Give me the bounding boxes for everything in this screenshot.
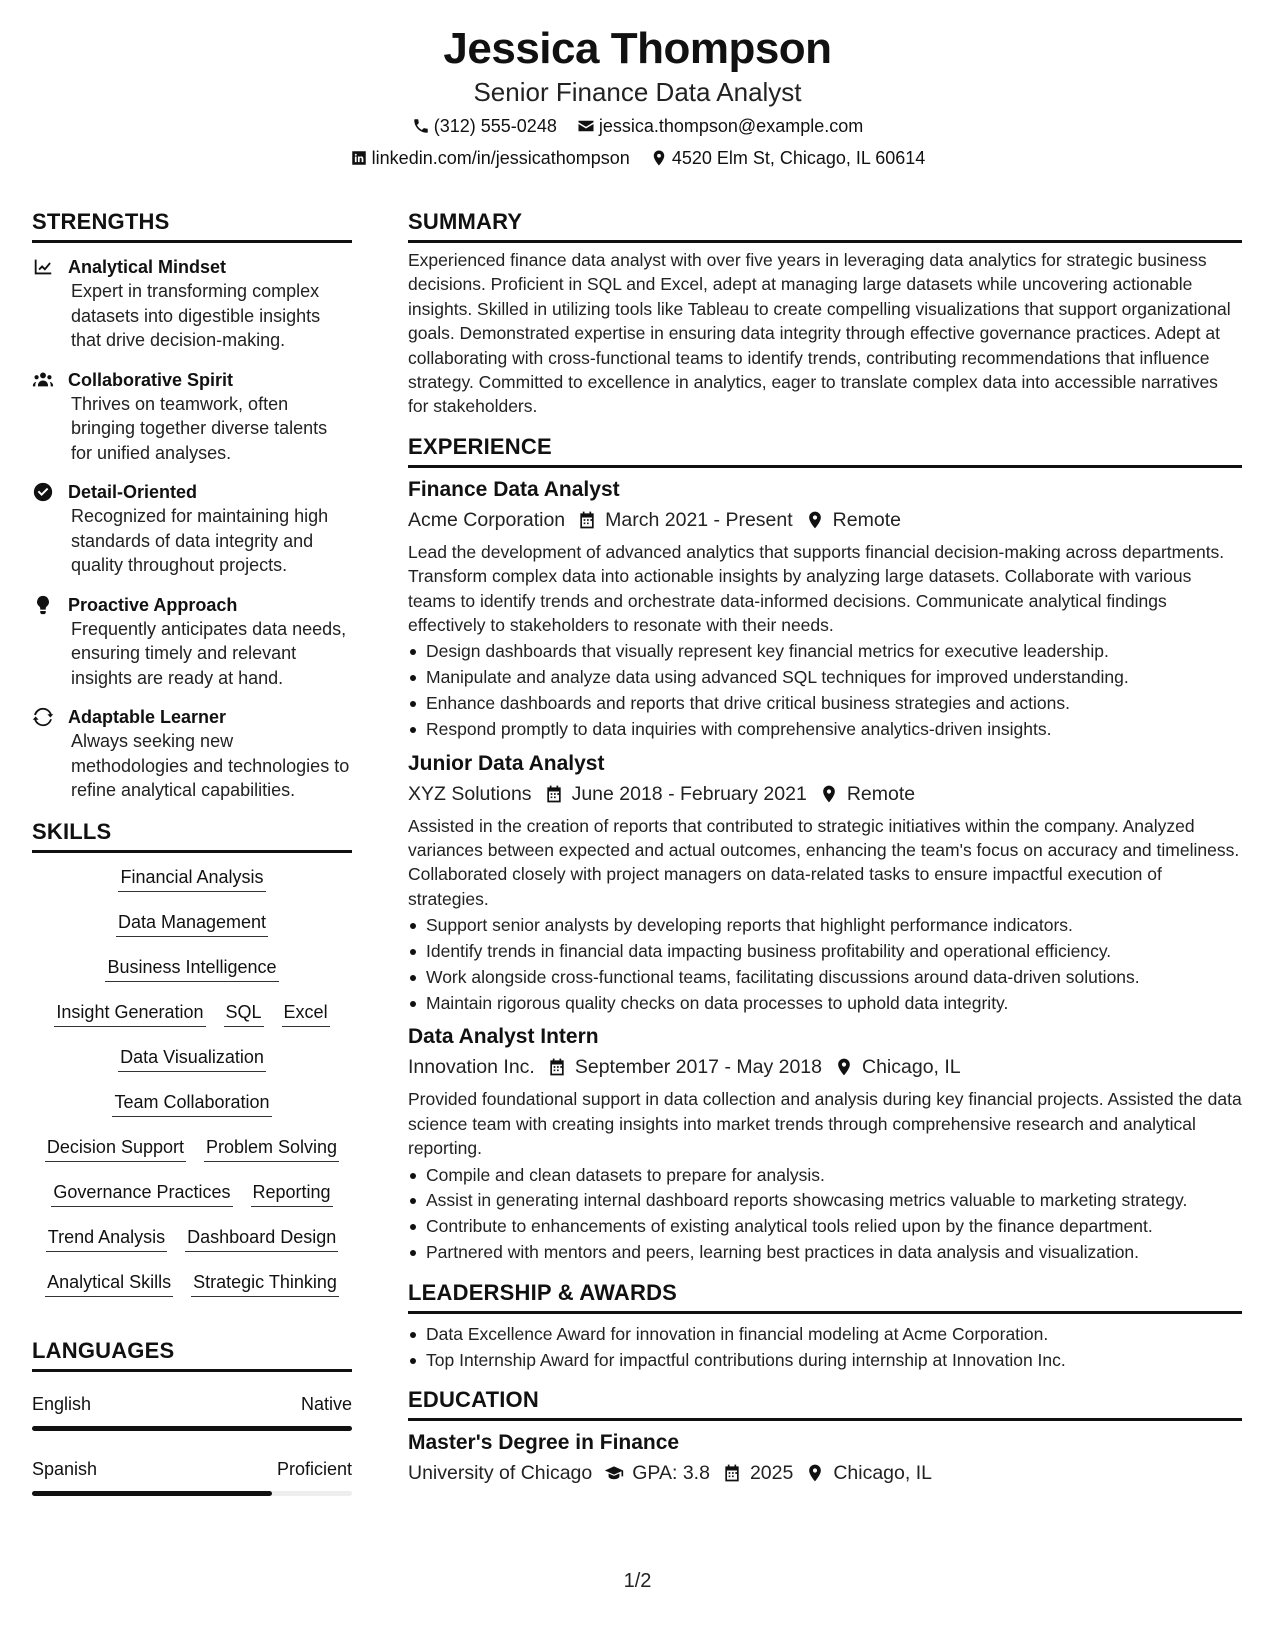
address-contact <box>650 146 926 170</box>
strength-desc: Frequently anticipates data needs, ensuring timely and relevant insights are ready at hand. <box>71 618 347 688</box>
education-gpa <box>604 1458 710 1488</box>
strength-header <box>32 255 352 279</box>
strength-header <box>32 705 352 729</box>
language-name: English <box>32 1393 92 1414</box>
job-company: Acme Corporation <box>408 508 566 531</box>
strengths-list <box>32 255 352 803</box>
skill-tag: Team Collaboration <box>112 1090 271 1117</box>
job-dates-text: September 2017 - May 2018 <box>574 1056 822 1079</box>
experience-heading: EXPERIENCE <box>408 433 1242 468</box>
map-marker-icon <box>834 1057 854 1077</box>
linkedin-icon <box>350 149 368 167</box>
job-location <box>805 505 901 535</box>
job-bullet: Enhance dashboards and reports that drive critical business strategies and actions. <box>408 691 1242 715</box>
job-dates-text: March 2021 - Present <box>605 508 793 531</box>
address-text: 4520 Elm St, Chicago, IL 60614 <box>671 148 926 168</box>
strength-header <box>32 593 352 617</box>
phone-icon <box>412 117 430 135</box>
job-meta <box>408 505 1242 535</box>
award-item: Top Internship Award for impactful contributions during internship at Innovation Inc. <box>408 1348 1242 1372</box>
skill-row <box>32 1045 352 1090</box>
job-description: Assisted in the creation of reports that contributed to strategic initiatives within the company. Analyzed variances between expected and actual outcomes, enhancing the team's focus on accuracy and timeliness. Collaborated closely with project managers on data-related tasks to ensure impactful execution of strategies. <box>408 815 1240 909</box>
job-bullet: Compile and clean datasets to prepare for analysis. <box>408 1163 1242 1187</box>
year-text: 2025 <box>749 1462 794 1484</box>
job-bullet: Respond promptly to data inquiries with comprehensive analytics-driven insights. <box>408 717 1242 741</box>
language-bar <box>32 1426 352 1431</box>
email-contact[interactable] <box>577 114 863 138</box>
job-location-text: Chicago, IL <box>862 1056 961 1079</box>
strength-item <box>32 255 352 353</box>
job-bullets <box>408 1163 1242 1265</box>
strength-desc: Always seeking new methodologies and technologies to refine analytical capabilities. <box>71 731 350 800</box>
job-title: Finance Data Analyst <box>408 477 620 501</box>
job-meta <box>408 779 1242 809</box>
language-level: Native <box>300 1393 352 1414</box>
left-column <box>32 208 352 1496</box>
strength-title: Analytical Mindset <box>68 257 227 277</box>
degree-title: Master's Degree in Finance <box>408 1431 680 1454</box>
chart-line-icon <box>32 256 54 278</box>
job-dates <box>577 505 793 535</box>
skill-tag: Insight Generation <box>54 1000 205 1027</box>
skills-list <box>32 865 352 1315</box>
map-marker-icon <box>805 1463 825 1483</box>
strength-desc: Recognized for maintaining high standards of data integrity and quality throughout projects. <box>71 506 329 575</box>
skill-row <box>32 1270 352 1315</box>
education-entry <box>408 1428 1242 1488</box>
strength-header <box>32 480 352 504</box>
job-bullet: Maintain rigorous quality checks on data processes to uphold data integrity. <box>408 991 1242 1015</box>
school-name: University of Chicago <box>408 1462 593 1484</box>
candidate-title: Senior Finance Data Analyst <box>473 77 802 107</box>
calendar-icon <box>722 1463 742 1483</box>
job-bullet: Identify trends in financial data impacting business profitability and operational efficiency. <box>408 939 1242 963</box>
skill-row <box>32 910 352 955</box>
job-entry <box>408 475 1242 742</box>
sync-icon <box>32 706 54 728</box>
language-line <box>32 1392 352 1416</box>
strengths-heading: STRENGTHS <box>32 208 352 243</box>
email-text[interactable]: jessica.thompson@example.com <box>598 116 864 136</box>
strength-item <box>32 368 352 466</box>
strength-title: Adaptable Learner <box>68 707 227 727</box>
skill-tag: Data Management <box>116 910 268 937</box>
job-company: Innovation Inc. <box>408 1056 535 1079</box>
candidate-name: Jessica Thompson <box>443 24 832 73</box>
graduation-cap-icon <box>604 1463 624 1483</box>
phone-contact <box>412 114 557 138</box>
skill-tag: Business Intelligence <box>105 955 278 982</box>
strength-title: Detail-Oriented <box>68 482 198 502</box>
education-meta <box>408 1458 1242 1488</box>
job-description: Lead the development of advanced analytics that supports financial decision-making across departments. Transform complex data into actionable insights by analyzing large datasets. Collaborate with various teams to identify trends and orchestrate data-informed decisions. Communicate analytical findings effectively to stakeholders to resonate with their needs. <box>408 541 1225 636</box>
leadership-heading: LEADERSHIP & AWARDS <box>408 1279 1242 1314</box>
skill-row <box>32 955 352 1000</box>
phone-text: (312) 555-0248 <box>433 116 557 136</box>
strength-item <box>32 705 352 803</box>
strength-desc: Thrives on teamwork, often bringing together diverse talents for unified analyses. <box>71 393 328 463</box>
job-entry <box>408 749 1242 1016</box>
right-column <box>408 208 1242 1488</box>
job-meta <box>408 1052 1242 1082</box>
skill-tag: Excel <box>282 1000 330 1027</box>
language-line <box>32 1457 352 1481</box>
awards-list <box>408 1322 1242 1372</box>
page-number: 1/2 <box>623 1570 652 1592</box>
job-company: XYZ Solutions <box>408 782 532 805</box>
job-bullet: Support senior analysts by developing reports that highlight performance indicators. <box>408 913 1242 937</box>
skill-tag: Strategic Thinking <box>191 1270 339 1297</box>
skill-tag: Data Visualization <box>118 1045 266 1072</box>
skill-row <box>32 1180 352 1225</box>
map-marker-icon <box>805 510 825 530</box>
map-marker-icon <box>819 784 839 804</box>
languages-heading: LANGUAGES <box>32 1337 352 1372</box>
lightbulb-icon <box>32 594 54 616</box>
contact-row-2 <box>0 146 1275 170</box>
job-entry <box>408 1022 1242 1264</box>
language-name: Spanish <box>32 1458 98 1479</box>
calendar-icon <box>547 1057 567 1077</box>
language-level: Proficient <box>276 1458 352 1479</box>
check-circle-icon <box>32 481 54 503</box>
job-description: Provided foundational support in data collection and analysis during key financial projects. Assisted the data science team with creating insights into market trends through comprehensive research and analytical reporting. <box>408 1089 1242 1159</box>
skill-row <box>32 1225 352 1270</box>
job-title: Data Analyst Intern <box>408 1025 599 1049</box>
strength-title: Proactive Approach <box>68 594 238 615</box>
summary-heading: SUMMARY <box>408 208 1242 243</box>
job-bullet: Design dashboards that visually represent key financial metrics for executive leadership. <box>408 639 1242 663</box>
linkedin-text[interactable]: linkedin.com/in/jessicathompson <box>371 148 630 168</box>
job-bullets <box>408 913 1242 1015</box>
skill-tag: Dashboard Design <box>185 1225 338 1252</box>
strength-item <box>32 480 352 578</box>
job-dates-text: June 2018 - February 2021 <box>571 782 807 805</box>
job-bullet: Manipulate and analyze data using advanced SQL techniques for improved understanding. <box>408 665 1242 689</box>
skill-tag: Trend Analysis <box>46 1225 167 1252</box>
job-bullets <box>408 639 1242 741</box>
strength-title: Collaborative Spirit <box>68 369 234 390</box>
linkedin-contact[interactable] <box>350 146 630 170</box>
strength-desc: Expert in transforming complex datasets into digestible insights that drive decision-making. <box>71 281 321 350</box>
gpa-text: GPA: 3.8 <box>632 1462 710 1484</box>
users-icon <box>32 369 54 391</box>
skill-tag: Reporting <box>251 1180 333 1207</box>
language-bar-fill <box>32 1491 272 1496</box>
language-item <box>32 1457 352 1496</box>
skill-tag: Financial Analysis <box>118 865 265 892</box>
education-heading: EDUCATION <box>408 1386 1242 1421</box>
summary-text: Experienced finance data analyst with over five years in leveraging data analytics for strategic business decisions. Proficient in SQL and Excel, adept at managing large datasets while uncovering actionable insights. Skilled in utilizing tools like Tableau to create compelling visualizations that support organizational goals. Demonstrated expertise in ensuring data integrity through effective governance practices. Adept at collaborating with cross-functional teams to identify trends, contributing recommendations that influence strategy. Committed to excellence in analytics, eager to translate complex data into accessible narratives for stakeholders. <box>408 250 1231 417</box>
job-location-text: Remote <box>846 782 916 805</box>
job-location <box>819 779 915 809</box>
strength-header <box>32 368 352 392</box>
skill-tag: Governance Practices <box>51 1180 232 1207</box>
job-dates <box>544 779 807 809</box>
contact-row-1 <box>0 114 1275 138</box>
job-location-text: Remote <box>832 508 901 531</box>
skill-tag: Analytical Skills <box>45 1270 173 1297</box>
job-title: Junior Data Analyst <box>408 751 605 775</box>
envelope-icon <box>577 117 595 135</box>
language-bar <box>32 1491 352 1496</box>
job-bullet: Contribute to enhancements of existing analytical tools relied upon by the finance department. <box>408 1214 1242 1238</box>
education-location <box>805 1458 932 1488</box>
education-location-text: Chicago, IL <box>833 1462 932 1484</box>
language-bar-fill <box>32 1426 352 1431</box>
job-bullet: Work alongside cross-functional teams, facilitating discussions around data-driven solutions. <box>408 965 1242 989</box>
job-bullet: Assist in generating internal dashboard reports showcasing metrics valuable to marketing strategy. <box>408 1188 1242 1212</box>
language-item <box>32 1392 352 1431</box>
map-marker-icon <box>650 149 668 167</box>
strength-item <box>32 593 352 691</box>
resume-header <box>0 22 1275 170</box>
skill-tag: Problem Solving <box>204 1135 339 1162</box>
education-year <box>722 1458 793 1488</box>
skill-tag: SQL <box>224 1000 264 1027</box>
job-location <box>834 1052 961 1082</box>
skill-row <box>32 1000 352 1045</box>
skills-heading: SKILLS <box>32 818 352 853</box>
calendar-icon <box>544 784 564 804</box>
award-item: Data Excellence Award for innovation in financial modeling at Acme Corporation. <box>408 1322 1242 1346</box>
skill-row <box>32 1135 352 1180</box>
calendar-icon <box>577 510 597 530</box>
skill-tag: Decision Support <box>45 1135 186 1162</box>
skill-row <box>32 865 352 910</box>
job-dates <box>547 1052 822 1082</box>
skill-row <box>32 1090 352 1135</box>
job-bullet: Partnered with mentors and peers, learning best practices in data analysis and visualization. <box>408 1240 1242 1264</box>
